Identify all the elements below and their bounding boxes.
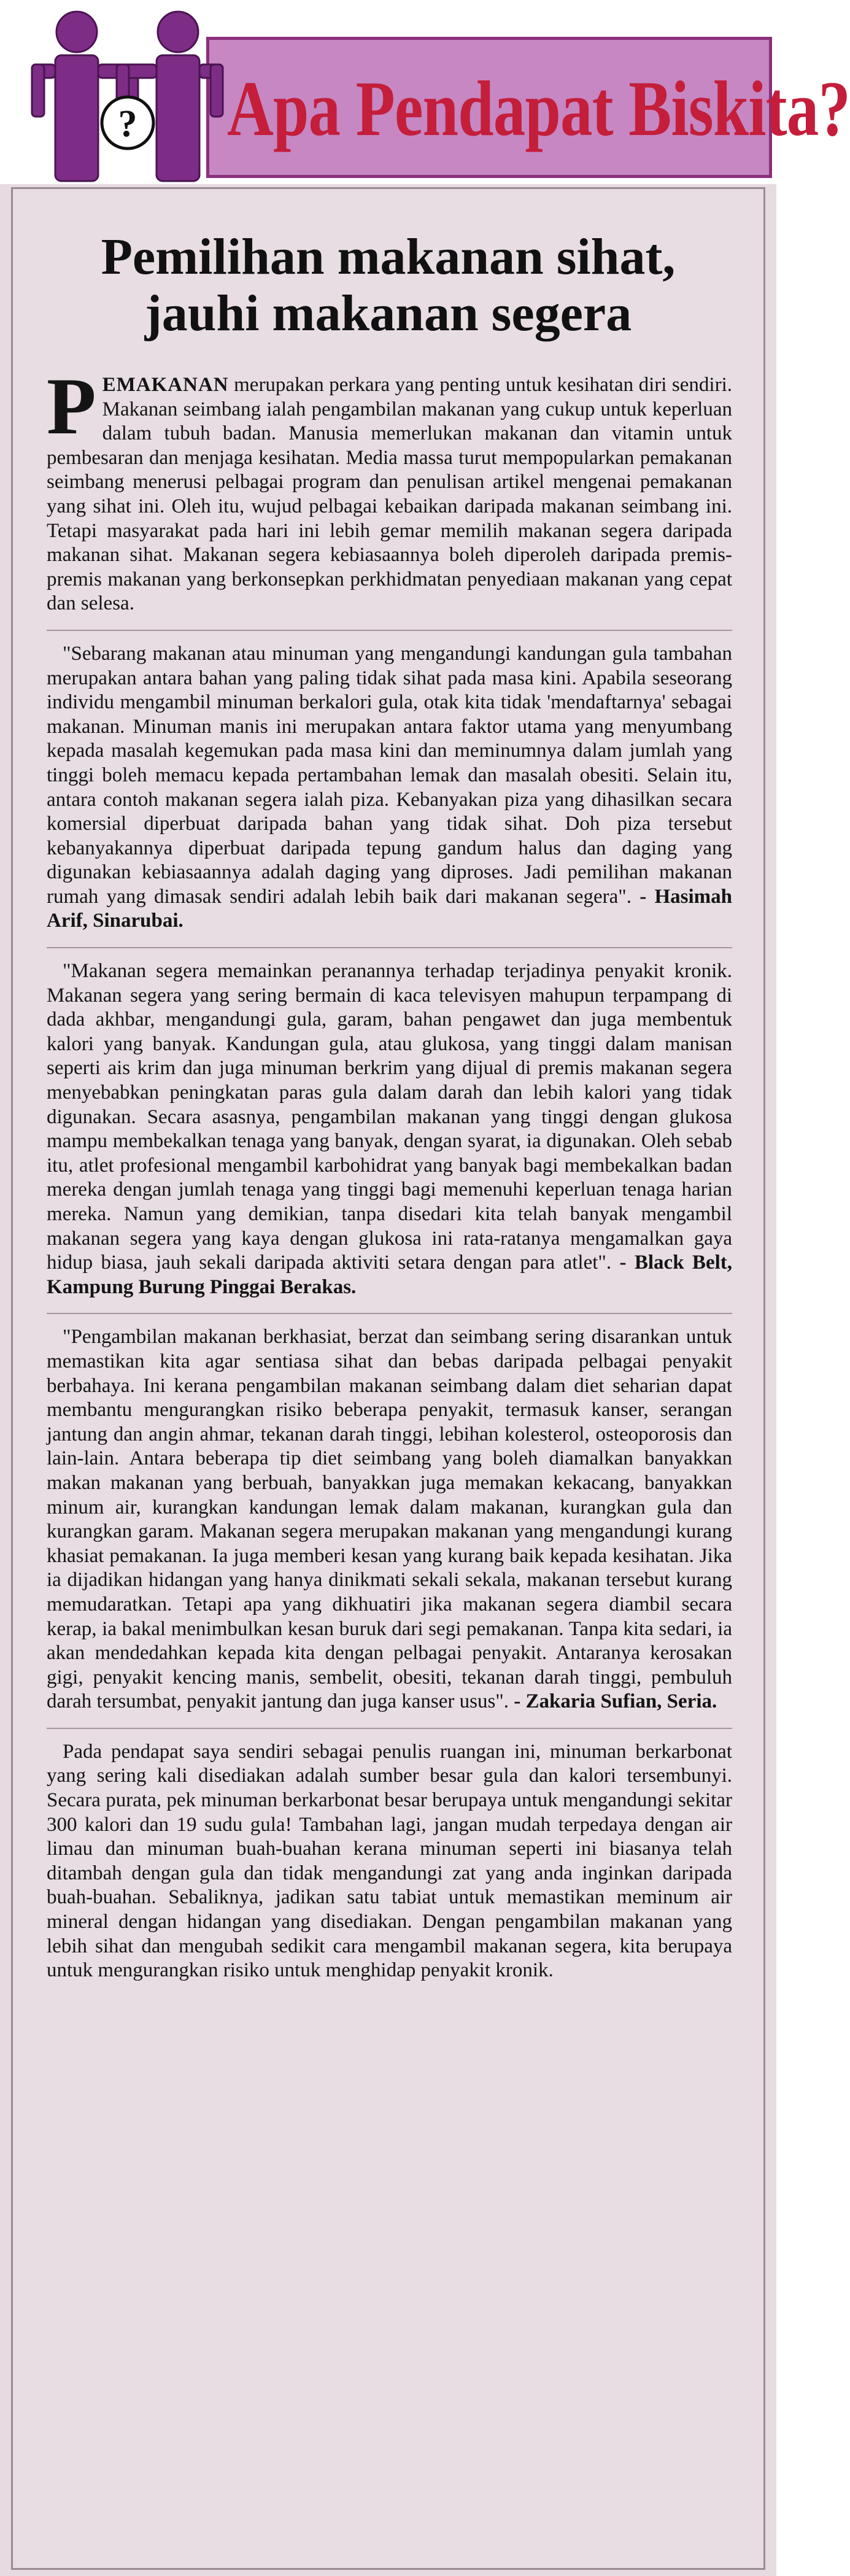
divider [47, 1313, 732, 1314]
opinion-author: - Hasimah Arif, Sinarubai. [47, 885, 732, 932]
headline [13, 229, 763, 342]
divider [47, 947, 732, 948]
opinion-author: - Zakaria Sufian, Seria. [509, 1690, 717, 1713]
headline-line-2: jauhi makanan segera [144, 285, 632, 342]
intro-text: merupakan perkara yang penting untuk kesihatan diri sendiri. Makanan seimbang ialah pengambilan makanan yang cukup untuk keperluan dalam tubuh badan. Manusia memerlukan makanan dan vitamin untuk pembesaran dan menjaga kesihatan. Media massa turut mempopularkan pemakanan seimbang menerusi pelbagai program dan penulisan artikel mengenai pemakanan yang sihat ini. Oleh itu, wujud pelbagai kebaikan daripada makanan seimbang ini. Tetapi masyarakat pada hari ini lebih gemar memilih makanan segera daripada makanan sihat. Makanan segera kebiasaannya boleh diperoleh daripada premis-premis makanan yang berkonsepkan perkhidmatan penyediaan makanan yang cepat dan selesa. [47, 374, 732, 615]
svg-text:?: ? [118, 103, 137, 145]
divider [47, 630, 732, 631]
article [11, 187, 765, 2570]
divider [47, 1728, 732, 1729]
opinion-paragraph [47, 642, 732, 934]
lead-word: EMAKANAN [102, 374, 229, 396]
opinion-paragraph [47, 1325, 732, 1714]
column-banner [0, 0, 850, 184]
opinion-text: "Sebarang makanan atau minuman yang mengandungi kandungan gula tambahan merupakan antara bahan yang paling tidak sihat pada masa kini. Apabila seseorang individu mengambil minuman berkalori gula, otak kita tidak 'mendaftarnya' sebagai makanan. Minuman manis ini merupakan antara faktor utama yang menyumbang kepada masalah kegemukan pada masa kini dan meminumnya dalam jumlah yang tinggi boleh memacu kepada pertambahan lemak dan masalah obesiti. Selain itu, antara contoh makanan segera ialah piza. Kebanyakan piza yang dihasilkan secara komersial diperbuat daripada bahan yang tidak sihat. Doh piza tersebut kebanyakannya diperbuat daripada tepung gandum halus dan daging yang digunakan kebiasaannya adalah daging yang diproses. Jadi pemilihan makanan rumah yang dimasak sendiri adalah lebih baik dari makanan segera". [47, 642, 732, 908]
column-title: Apa Pendapat Biskita? [227, 65, 850, 152]
opinion-author: - Black Belt, Kampung Burung Pinggai Berakas. [47, 1251, 732, 1298]
intro-paragraph [47, 361, 732, 616]
conclusion-paragraph: Pada pendapat saya sendiri sebagai penulis ruangan ini, minuman berkarbonat yang sering kali disediakan adalah sumber besar gula dan kalori tersembunyi. Secara purata, pek minuman berkarbonat besar berupaya untuk mengandungi sekitar 300 kalori dan 19 sudu gula! Tambahan lagi, jangan mudah terpedaya dengan air limau dan minuman buah-buahan kerana minuman seperti ini biasanya telah ditambah dengan gula dan tidak mengandungi zat yang anda inginkan daripada buah-buahan. Sebaliknya, jadikan satu tabiat untuk memastikan meminum air mineral dengan hidangan yang disediakan. Dengan pengambilan makanan yang lebih sihat dan mengubah sedikit cara mengambil makanan segera, kita berupaya untuk mengurangkan risiko untuk menghidap penyakit kronik. [47, 1740, 732, 1982]
opinion-text: "Makanan segera memainkan peranannya terhadap terjadinya penyakit kronik. Makanan segera yang sering bermain di kaca televisyen mahupun terpampang di dada akhbar, mengandungi gula, garam, bahan pengawet dan juga membentuk kalori yang banyak. Kandungan gula, atau glukosa, yang tinggi dalam manisan seperti ais krim dan juga minuman berkrim yang dijual di premis makanan segera menyebabkan peningkatan paras gula dalam darah dan lebih kalori yang tidak digunakan. Secara asasnya, pengambilan makanan yang tinggi dengan glukosa mampu membekalkan tenaga yang banyak, dengan syarat, ia digunakan. Oleh sebab itu, atlet profesional mengambil karbohidrat yang banyak bagi membekalkan badan mereka dengan jumlah tenaga yang tinggi bagi memenuhi keperluan tenaga harian mereka. Namun yang demikian, tanpa disedari kita telah banyak mengambil makanan segera yang kaya dengan glukosa ini rata-ratanya mengamalkan gaya hidup biasa, jauh sekali daripada aktiviti setara dengan para atlet". [47, 960, 732, 1274]
opinion-paragraph [47, 959, 732, 1299]
article-body [47, 361, 732, 1997]
drop-cap: P [47, 361, 96, 451]
people-question-icon [31, 6, 252, 181]
opinion-text: "Pengambilan makanan berkhasiat, berzat dan seimbang sering disarankan untuk memastikan kita agar sentiasa sihat dan bebas daripada pelbagai penyakit berbahaya. Ini kerana pengambilan makanan seimbang dalam diet seharian dapat membantu mengurangkan risiko beberapa penyakit, termasuk kanser, serangan jantung dan angin ahmar, tekanan darah tinggi, lebihan kolesterol, osteoporosis dan lain-lain. Antara beberapa tip diet seimbang yang boleh diamalkan banyakkan makan makanan yang berbuah, banyakkan juga memakan kekacang, banyakkan minum air, kurangkan kandungan lemak dalam makanan, kurangkan gula dan kurangkan garam. Makanan segera merupakan makanan yang mengandungi kurang khasiat pemakanan. Ia juga memberi kesan yang kurang baik kepada kesihatan. Jika ia dijadikan hidangan yang hanya dinikmati sekali sekala, makanan tersebut kurang memudaratkan. Tetapi apa yang dikhuatiri jika makanan segera diambil secara kerap, ia bakal menimbulkan kesan buruk dari segi pemakanan. Tanpa kita sedari, ia akan mendedahkan kepada kita dengan pelbagai penyakit. Antaranya kerosakan gigi, penyakit kencing manis, sembelit, obesiti, tekanan darah tinggi, pembuluh darah tersumbat, penyakit jantung dan juga kanser usus". [47, 1326, 732, 1713]
headline-line-1: Pemilihan makanan sihat, [101, 228, 676, 285]
